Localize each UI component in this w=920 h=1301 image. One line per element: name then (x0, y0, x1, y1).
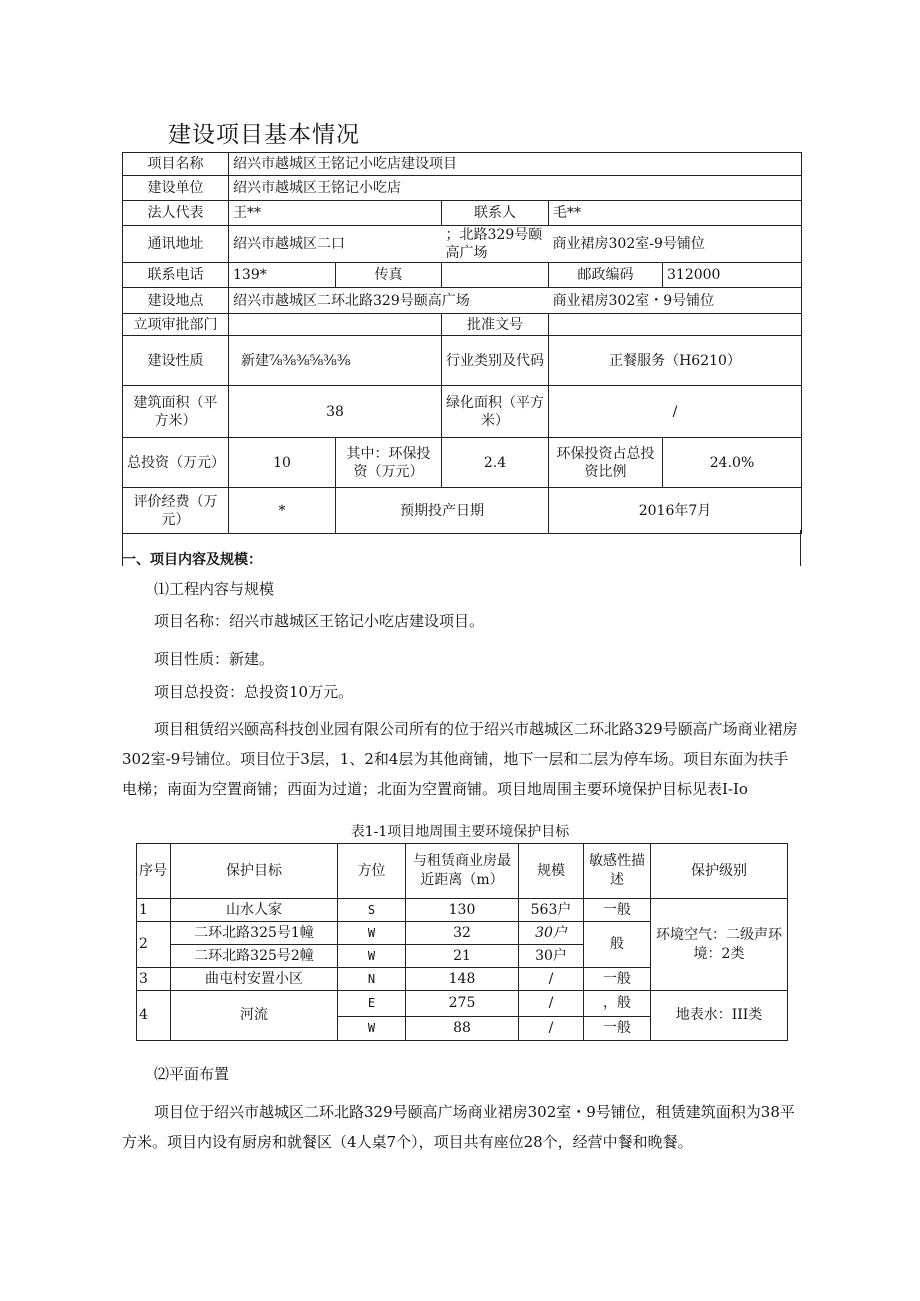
header-distance: 与租赁商业房最近距离（m） (406, 844, 519, 899)
fee-value: * (229, 488, 336, 534)
env-ratio-value: 24.0% (663, 438, 802, 488)
row-no: 4 (137, 991, 171, 1041)
env-ratio-label: 环保投资占总投资比例 (549, 438, 663, 488)
env-invest-label: 其中：环保投资（万元） (336, 438, 442, 488)
legal-value: 王** (229, 201, 442, 226)
postcode-value: 312000 (663, 263, 802, 288)
industry-value: 正餐服务（H6210） (549, 336, 802, 386)
layout-description: 项目位于绍兴市越城区二环北路329号颐高广场商业裙房302室・9号铺位，租赁建筑面积为38平方米。项目内设有厨房和就餐区（4人桌7个），项目共有座位28个，经营中餐和晚餐。 (122, 1103, 795, 1151)
row-direction: E (338, 991, 406, 1017)
green-value: / (549, 386, 802, 438)
address-value-a: 绍兴市越城区二口 (229, 226, 442, 263)
section-border-right (800, 530, 801, 566)
site-value-a: 绍兴市越城区二环北路329号颐高广场 (229, 288, 549, 314)
table-row (137, 991, 788, 1017)
row-sensitivity: 一般 (584, 968, 651, 991)
fax-value (442, 263, 549, 288)
row-target: 曲屯村安置小区 (171, 968, 338, 991)
row-scale: / (519, 991, 584, 1017)
sub-heading-scale: ⑴工程内容与规模 (154, 580, 275, 598)
invest-value: 10 (229, 438, 336, 488)
env-target-table (136, 843, 788, 1041)
unit-value: 绍兴市越城区王铭记小吃店 (229, 176, 802, 201)
header-no: 序号 (137, 844, 171, 899)
row-direction: W (338, 945, 406, 968)
site-value-b: 商业裙房302室・9号铺位 (549, 288, 802, 314)
row-no: 1 (137, 899, 171, 922)
site-label: 建设地点 (123, 288, 229, 314)
approval-dept-label: 立项审批部门 (123, 314, 229, 336)
fee-label: 评价经费（万元） (123, 488, 229, 534)
row-scale: 563户 (519, 899, 584, 922)
address-value-b: ；北路329号颐高广场 (442, 226, 549, 263)
row-scale: / (519, 968, 584, 991)
contact-label: 联系人 (442, 201, 549, 226)
page-title: 建设项目基本情况 (168, 122, 360, 148)
level-water: 地表水：III类 (651, 991, 788, 1041)
row-distance: 32 (406, 922, 519, 945)
row-distance: 130 (406, 899, 519, 922)
industry-label: 行业类别及代码 (442, 336, 549, 386)
project-info-table (122, 152, 802, 534)
row-distance: 21 (406, 945, 519, 968)
project-name-line: 项目名称：绍兴市越城区王铭记小吃店建设项目。 (154, 612, 485, 630)
header-direction: 方位 (338, 844, 406, 899)
address-value-c: 商业裙房302室-9号铺位 (549, 226, 802, 263)
header-target: 保护目标 (171, 844, 338, 899)
row-distance: 275 (406, 991, 519, 1017)
phone-label: 联系电话 (123, 263, 229, 288)
row-sensitivity: 般 (584, 922, 651, 968)
row-scale: 30户 (519, 945, 584, 968)
row-direction: W (338, 922, 406, 945)
nature-value: 新建⅞⅜⅜⅝⅜⅜ (229, 336, 442, 386)
project-name-label: 项目名称 (123, 153, 229, 176)
legal-label: 法人代表 (123, 201, 229, 226)
row-target: 河流 (171, 991, 338, 1041)
area-label: 建筑面积（平方米） (123, 386, 229, 438)
approval-no-value (549, 314, 802, 336)
row-sensitivity: 一般 (584, 899, 651, 922)
header-sensitivity: 敏感性描述 (584, 844, 651, 899)
phone-value: 139* (229, 263, 336, 288)
sub-heading-layout: ⑵平面布置 (154, 1065, 230, 1083)
header-scale: 规模 (519, 844, 584, 899)
row-direction: W (338, 1017, 406, 1041)
area-value: 38 (229, 386, 442, 438)
address-label: 通讯地址 (123, 226, 229, 263)
row-direction: N (338, 968, 406, 991)
row-sensitivity: ，般 (584, 991, 651, 1017)
row-no: 3 (137, 968, 171, 991)
project-description: 项目租赁绍兴颐高科技创业园有限公司所有的位于绍兴市越城区二环北路329号颐高广场商业裙房302室-9号铺位。项目位于3层，1、2和4层为其他商铺，地下一层和二层为停车场。项目东面为扶手电梯；南面为空置商铺；西面为过道；北面为空置商铺。项目地周围主要环境保护目标见表I-Io (122, 720, 798, 798)
header-level: 保护级别 (651, 844, 788, 899)
table-caption: 表1-1项目地周围主要环境保护目标 (350, 824, 570, 840)
row-sensitivity: 一般 (584, 1017, 651, 1041)
row-target: 山水人家 (171, 899, 338, 922)
project-name-value: 绍兴市越城区王铭记小吃店建设项目 (229, 153, 802, 176)
nature-label: 建设性质 (123, 336, 229, 386)
approval-dept-value (229, 314, 442, 336)
approval-no-label: 批准文号 (442, 314, 549, 336)
row-target: 二环北路325号1幢 (171, 922, 338, 945)
row-scale: 30户 (519, 922, 584, 945)
unit-label: 建设单位 (123, 176, 229, 201)
project-nature-line: 项目性质：新建。 (154, 650, 275, 668)
level-air: 环境空气：二级声环境：2类 (651, 899, 788, 991)
prod-date-label: 预期投产日期 (336, 488, 549, 534)
prod-date-value: 2016年7月 (549, 488, 802, 534)
row-scale: / (519, 1017, 584, 1041)
row-distance: 148 (406, 968, 519, 991)
row-target: 二环北路325号2幢 (171, 945, 338, 968)
table-row (137, 899, 788, 922)
invest-label: 总投资（万元） (123, 438, 229, 488)
row-distance: 88 (406, 1017, 519, 1041)
env-invest-value: 2.4 (442, 438, 549, 488)
project-invest-line: 项目总投资：总投资10万元。 (154, 683, 354, 701)
row-direction: S (338, 899, 406, 922)
postcode-label: 邮政编码 (549, 263, 663, 288)
section-heading: 一、项目内容及规模： (122, 552, 262, 568)
green-label: 绿化面积（平方米） (442, 386, 549, 438)
row-no: 2 (137, 922, 171, 968)
contact-value: 毛** (549, 201, 802, 226)
fax-label: 传真 (336, 263, 442, 288)
